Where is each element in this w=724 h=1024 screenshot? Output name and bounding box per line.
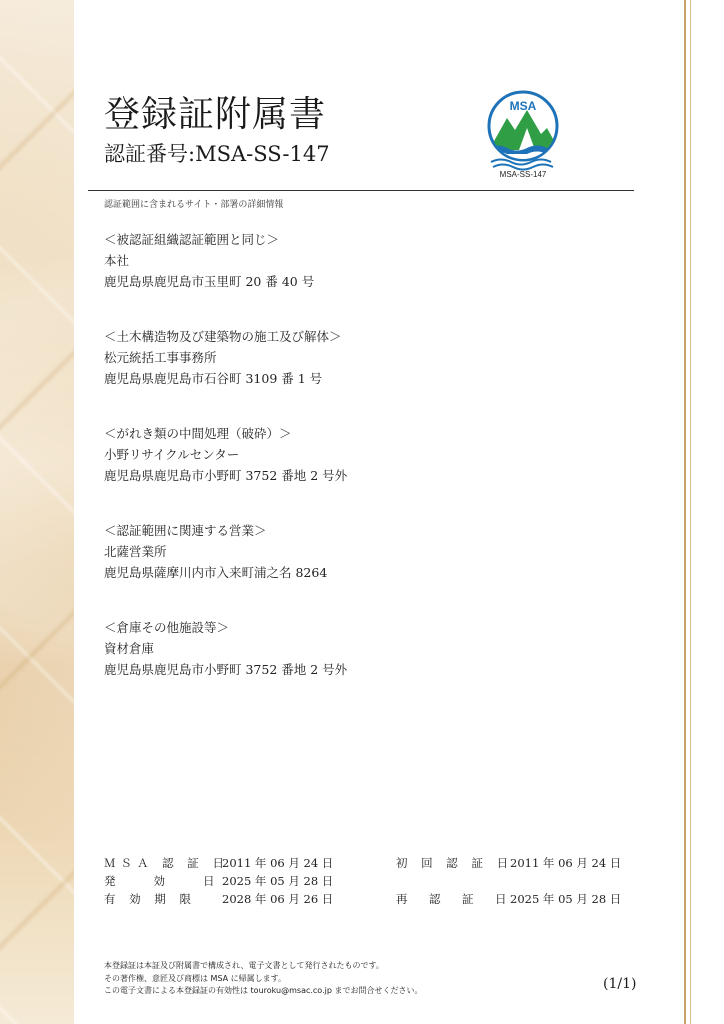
issue-date: 2025 年 05 月 28 日 [222, 874, 334, 888]
footer-line: その著作権、意匠及び商標は MSA に帰属します。 [104, 973, 287, 983]
site-section [104, 423, 644, 486]
footer-line: 本登録証は本証及び附属書で構成され、電子文書として発行されたものです。 [104, 961, 384, 970]
site-name: 資材倉庫 [104, 641, 155, 656]
date-row [104, 854, 644, 872]
msa-logo-icon [483, 88, 563, 178]
expiry-label: 有 効 期 限 [104, 892, 196, 906]
dates-block [104, 854, 644, 908]
initial-cert-label: 初 回 認 証 日 [396, 856, 514, 870]
site-section [104, 617, 644, 680]
page-number: (1/1) [603, 976, 637, 992]
site-name: 小野リサイクルセンター [104, 447, 240, 462]
issue-label: 発 効 日 [104, 874, 220, 888]
section-heading: ＜がれき類の中間処理（破砕）＞ [104, 426, 292, 441]
site-name: 松元統括工事事務所 [104, 350, 217, 365]
decorative-right-line [684, 0, 686, 1024]
document-title: 登録証附属書 [104, 94, 327, 135]
date-row [104, 872, 644, 890]
site-section [104, 229, 644, 292]
section-heading: ＜認証範囲に関連する営業＞ [104, 523, 267, 538]
logo-top-text: MSA [509, 99, 537, 113]
site-address: 鹿児島県薩摩川内市入来町浦之名 8264 [104, 565, 328, 580]
initial-cert-date: 2011 年 06 月 24 日 [510, 856, 622, 870]
site-name: 本社 [104, 253, 130, 268]
footer-line: この電子文書による本登録証の有効性は touroku@msac.co.jp までお問合せください。 [104, 986, 423, 995]
section-heading: ＜土木構造物及び建築物の施工及び解体＞ [104, 329, 342, 344]
msa-cert-date: 2011 年 06 月 24 日 [222, 856, 334, 870]
subheading: 認証範囲に含まれるサイト・部署の詳細情報 [104, 200, 284, 210]
logo-bottom-text: MSA-SS-147 [499, 170, 547, 178]
site-sections [104, 229, 644, 714]
site-address: 鹿児島県鹿児島市玉里町 20 番 40 号 [104, 274, 315, 289]
site-address: 鹿児島県鹿児島市石谷町 3109 番 1 号 [104, 371, 323, 386]
expiry-date: 2028 年 06 月 26 日 [222, 892, 334, 906]
decorative-right-line-inner [690, 0, 691, 1024]
msa-cert-label: ＭＳＡ 認 証 日 [104, 856, 229, 870]
decorative-left-band [0, 0, 74, 1024]
section-heading: ＜倉庫その他施設等＞ [104, 620, 230, 635]
site-address: 鹿児島県鹿児島市小野町 3752 番地 2 号外 [104, 662, 348, 677]
recert-label: 再 認 証 日 [396, 892, 512, 906]
footer-notes [104, 960, 422, 998]
site-section [104, 520, 644, 583]
site-address: 鹿児島県鹿児島市小野町 3752 番地 2 号外 [104, 468, 348, 483]
site-section [104, 326, 644, 389]
site-name: 北薩営業所 [104, 544, 167, 559]
section-heading: ＜被認証組織認証範囲と同じ＞ [104, 232, 280, 247]
certificate-number: 認証番号:MSA-SS-147 [104, 142, 330, 166]
date-row [104, 890, 644, 908]
recert-date: 2025 年 05 月 28 日 [510, 892, 622, 906]
header-divider [88, 190, 634, 191]
